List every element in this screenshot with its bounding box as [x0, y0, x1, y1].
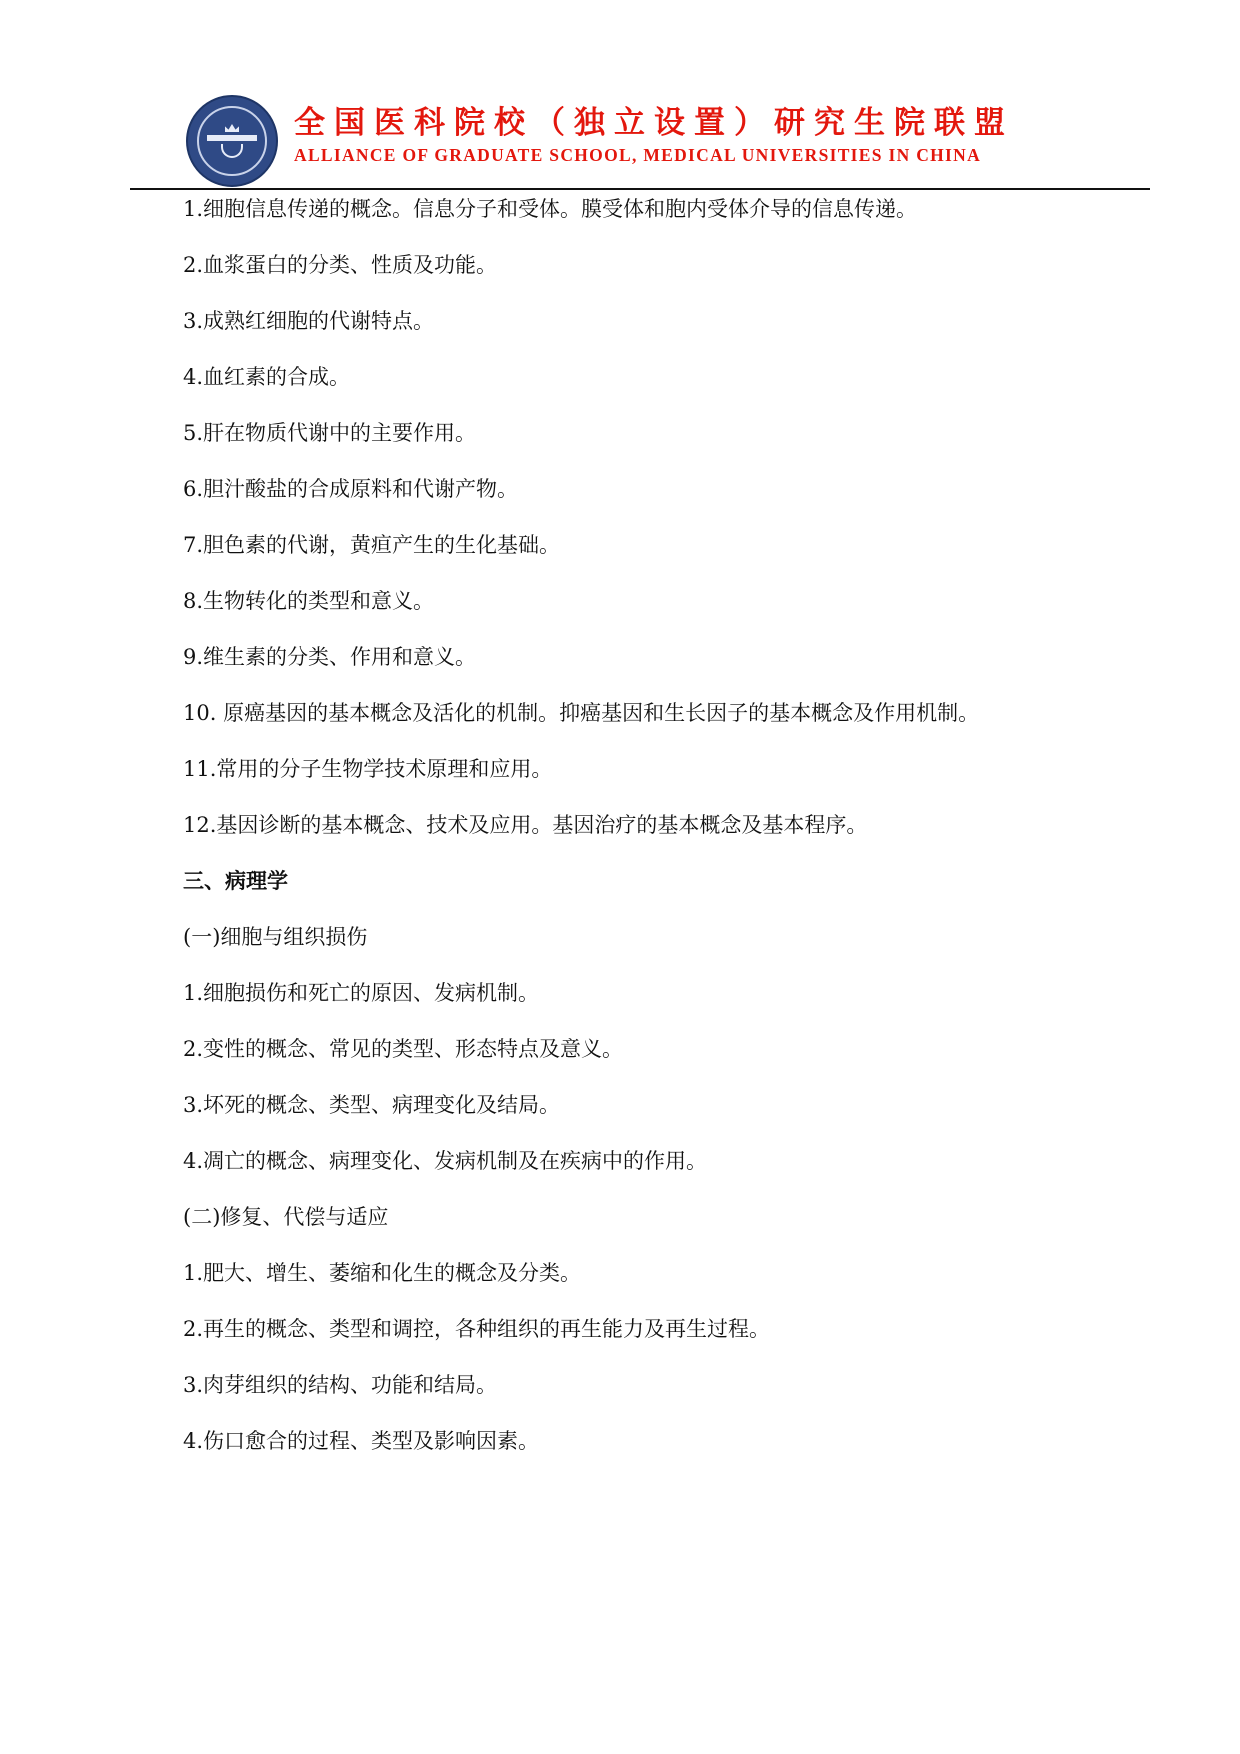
logo-banner	[207, 135, 257, 141]
list-item: 1.细胞损伤和死亡的原因、发病机制。	[183, 981, 540, 1005]
list-item: 11.常用的分子生物学技术原理和应用。	[183, 757, 553, 781]
header-title: 全国医科院校（独立设置）研究生院联盟	[294, 105, 1014, 141]
list-item: 12.基因诊断的基本概念、技术及应用。基因治疗的基本概念及基本程序。	[183, 813, 868, 837]
subsection-heading: (二)修复、代偿与适应	[183, 1205, 389, 1229]
list-item: 3.肉芽组织的结构、功能和结局。	[183, 1373, 498, 1397]
list-item: 2.血浆蛋白的分类、性质及功能。	[183, 253, 498, 277]
list-item: 6.胆汁酸盐的合成原料和代谢产物。	[183, 477, 519, 501]
list-item: 10. 原癌基因的基本概念及活化的机制。抑癌基因和生长因子的基本概念及作用机制。	[183, 701, 980, 725]
list-item: 4.血红素的合成。	[183, 365, 351, 389]
list-item: 2.变性的概念、常见的类型、形态特点及意义。	[183, 1037, 624, 1061]
list-item: 5.肝在物质代谢中的主要作用。	[183, 421, 477, 445]
list-item: 1.肥大、增生、萎缩和化生的概念及分类。	[183, 1261, 582, 1285]
list-item: 3.坏死的概念、类型、病理变化及结局。	[183, 1093, 561, 1117]
page-header	[186, 95, 1106, 187]
header-subtitle: ALLIANCE OF GRADUATE SCHOOL, MEDICAL UNIVERSITIES IN CHINA	[294, 145, 982, 165]
section-heading: 三、病理学	[183, 869, 288, 893]
list-item: 2.再生的概念、类型和调控，各种组织的再生能力及再生过程。	[183, 1317, 771, 1341]
list-item: 3.成熟红细胞的代谢特点。	[183, 309, 435, 333]
list-item: 7.胆色素的代谢，黄疸产生的生化基础。	[183, 533, 561, 557]
list-item: 4.伤口愈合的过程、类型及影响因素。	[183, 1429, 540, 1453]
list-item: 9.维生素的分类、作用和意义。	[183, 645, 477, 669]
subsection-heading: (一)细胞与组织损伤	[183, 925, 368, 949]
caduceus-icon	[221, 144, 243, 158]
list-item: 1.细胞信息传递的概念。信息分子和受体。膜受体和胞内受体介导的信息传递。	[183, 197, 918, 221]
logo-emblem	[197, 106, 267, 176]
list-item: 4.凋亡的概念、病理变化、发病机制及在疾病中的作用。	[183, 1149, 708, 1173]
crown-icon	[225, 124, 239, 132]
alliance-logo	[186, 95, 278, 187]
list-item: 8.生物转化的类型和意义。	[183, 589, 435, 613]
